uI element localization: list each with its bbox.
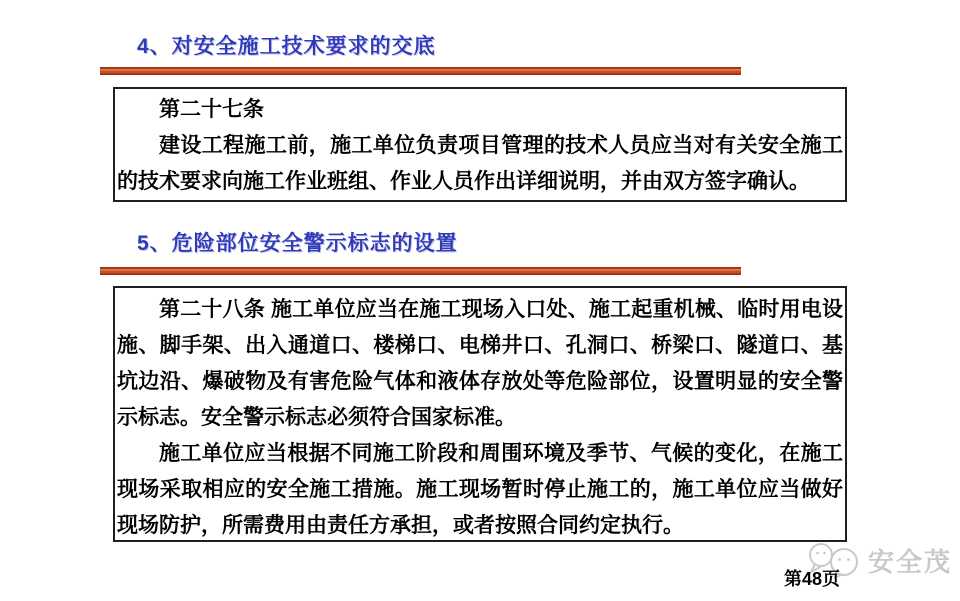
article-27-text: 建设工程施工前，施工单位负责项目管理的技术人员应当对有关安全施工的技术要求向施工作业班组、作业人员作出详细说明，并由双方签字确认。	[117, 134, 843, 193]
article-28-text-para2: 施工单位应当根据不同施工阶段和周围环境及季节、气候的变化，在施工现场采取相应的安全施工措施。施工现场暂时停止施工的，施工单位应当做好现场防护，所需费用由责任方承担，或者按照合同约定执行。	[117, 442, 843, 537]
article-27-box	[113, 87, 847, 202]
watermark-text: 安全茂	[868, 546, 953, 577]
section-heading-4: 4、对安全施工技术要求的交底	[137, 35, 436, 58]
section-heading-5: 5、危险部位安全警示标志的设置	[137, 232, 458, 255]
divider-line-1	[100, 67, 741, 75]
article-28-text-para1: 第二十八条 施工单位应当在施工现场入口处、施工起重机械、临时用电设施、脚手架、出入通道口、楼梯口、电梯井口、孔洞口、桥梁口、隧道口、基坑边沿、爆破物及有害危险气体和液体存放处等危险部位，设置明显的安全警示标志。安全警示标志必须符合国家标准。	[117, 298, 843, 429]
page-number: 第48页	[784, 569, 841, 589]
article-27-title: 第二十七条	[159, 98, 264, 121]
article-28-box	[113, 286, 847, 542]
divider-line-2	[100, 267, 741, 275]
